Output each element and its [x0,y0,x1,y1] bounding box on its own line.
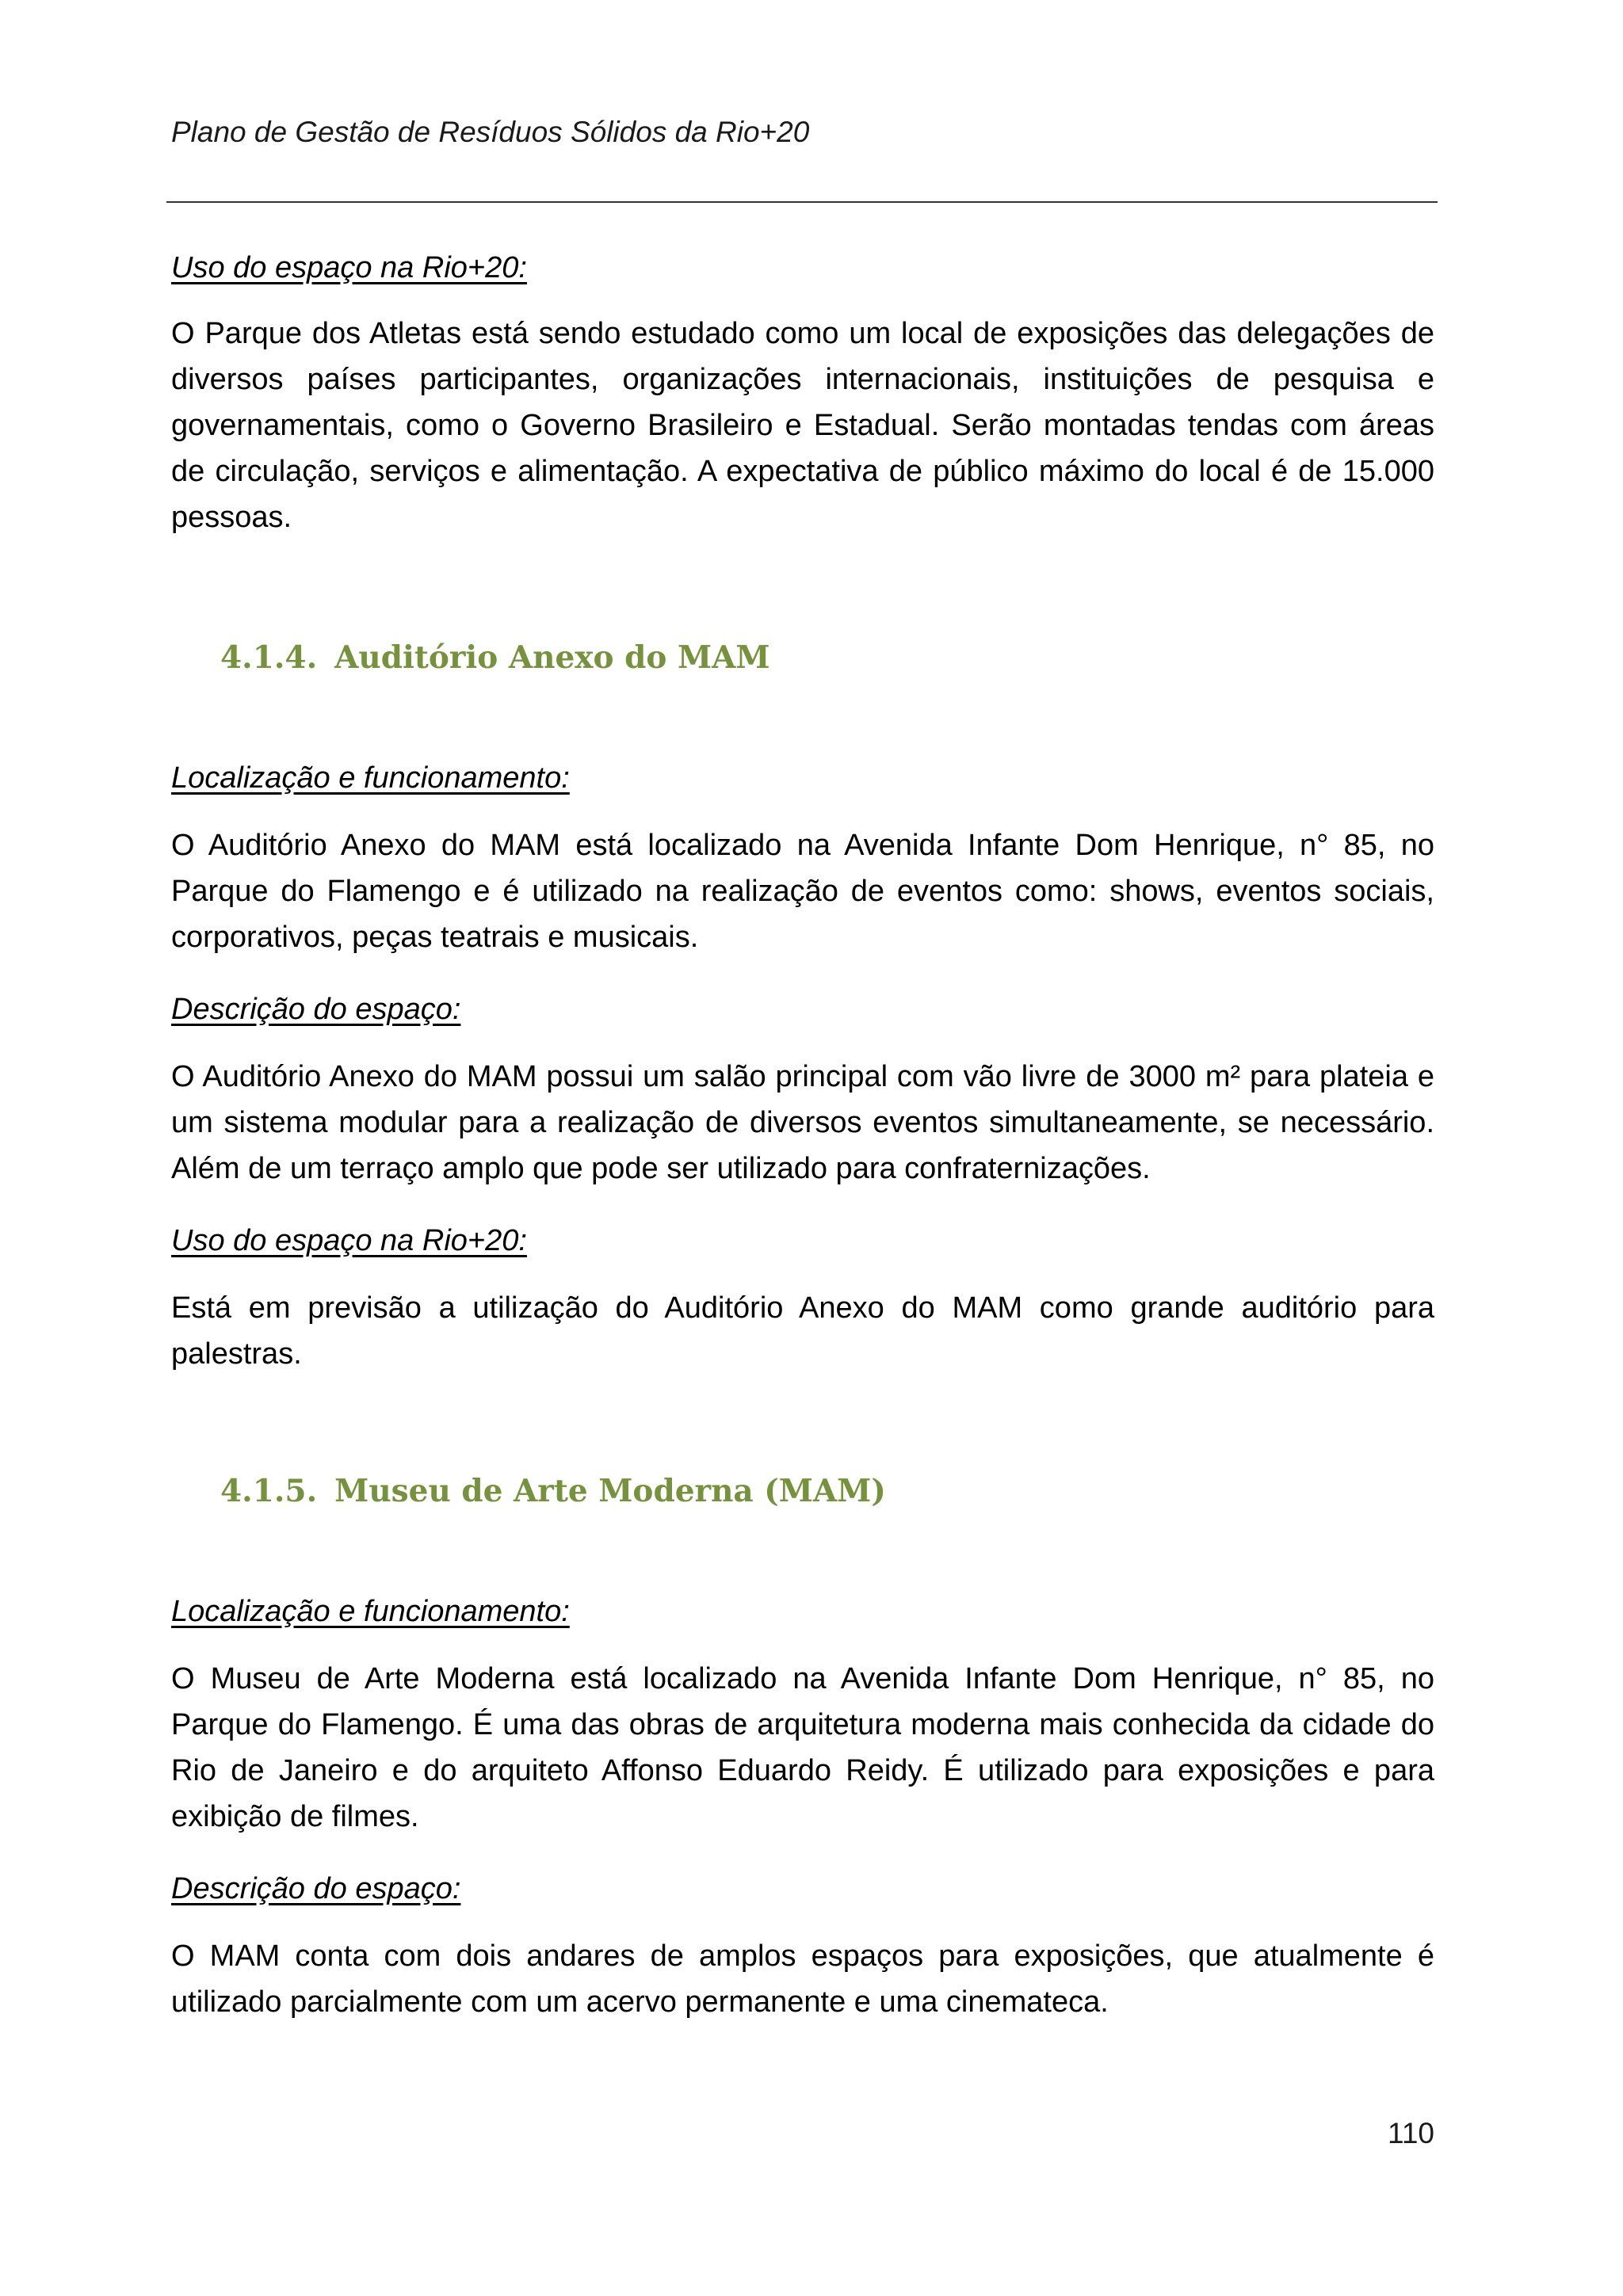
paragraph-auditorio-descricao: O Auditório Anexo do MAM possui um salão principal com vão livre de 3000 m² para plateia e um sistema modular para a realização de diversos eventos simultaneamente, se necessário. Além de um terraço amplo que pode ser utilizado para confraternizações. [171,1060,1434,1185]
paragraph-auditorio-uso: Está em previsão a utilização do Auditório Anexo do MAM como grande auditório para palestras. [171,1291,1434,1371]
paragraph-mam-descricao: O MAM conta com dois andares de amplos espaços para exposições, que atualmente é utilizado parcialmente com um acervo permanente e uma cinemateca. [171,1939,1434,2019]
section-heading-4-1-5 [171,1470,1434,1512]
subheading-localizacao: Localização e funcionamento: [171,761,570,795]
header-rule [166,201,1438,203]
section-number: 4.1.4. [220,639,318,676]
section-heading-4-1-4 [171,637,1434,678]
paragraph-mam-localizacao: O Museu de Arte Moderna está localizado na Avenida Infante Dom Henrique, n° 85, no Parque do Flamengo. É uma das obras de arquitetura moderna mais conhecida da cidade do Rio de Janeiro e do arquiteto Affonso Eduardo Reidy. É utilizado para exposições e para exibição de filmes. [171,1662,1434,1833]
section-title: Museu de Arte Moderna (MAM) [334,1473,886,1509]
paragraph-parque-dos-atletas: O Parque dos Atletas está sendo estudado como um local de exposições das delegações de diversos países participantes, organizações internacionais, instituições de pesquisa e governamentais, como o Governo Brasileiro e Estadual. Serão montadas tendas com áreas de circulação, serviços e alimentação. A expectativa de público máximo do local é de 15.000 pessoas. [171,317,1434,534]
paragraph-auditorio-localizacao: O Auditório Anexo do MAM está localizado na Avenida Infante Dom Henrique, n° 85, no Parque do Flamengo e é utilizado na realização de eventos como: shows, eventos sociais, corporativos, peças teatrais e musicais. [171,829,1434,954]
section-title: Auditório Anexo do MAM [334,639,770,676]
subheading-localizacao: Localização e funcionamento: [171,1595,570,1628]
subheading-descricao: Descrição do espaço: [171,1872,461,1905]
running-header: Plano de Gestão de Resíduos Sólidos da Rio+20 [171,116,810,148]
page-body [171,247,1434,2025]
subheading-uso-do-espaco: Uso do espaço na Rio+20: [171,1224,527,1257]
page-number: 110 [1388,2117,1434,2149]
subheading-descricao: Descrição do espaço: [171,993,461,1026]
subheading-uso-do-espaco: Uso do espaço na Rio+20: [171,251,527,284]
section-number: 4.1.5. [220,1473,318,1509]
